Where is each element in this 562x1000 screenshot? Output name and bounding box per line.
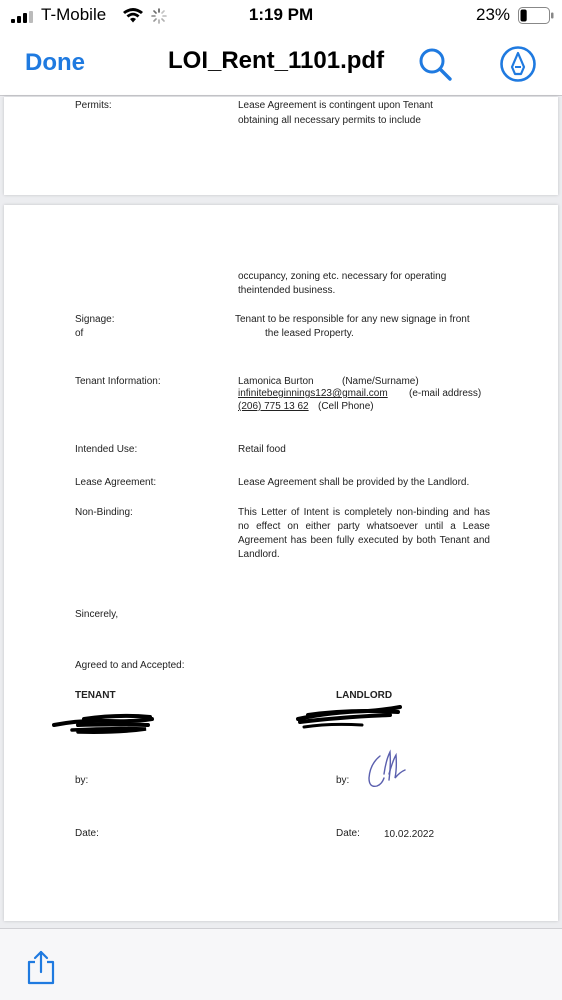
share-icon[interactable] bbox=[26, 949, 56, 985]
lease-agreement-label: Lease Agreement: bbox=[75, 477, 157, 488]
sincerely-text: Sincerely, bbox=[75, 609, 119, 620]
carrier-name: T-Mobile bbox=[41, 5, 107, 24]
tenant-name-note: (Name/Surname) bbox=[342, 376, 419, 387]
tenant-date-label: Date: bbox=[75, 828, 99, 839]
nav-bar bbox=[0, 32, 562, 96]
lease-agreement-value: Lease Agreement shall be provided by the Landlord. bbox=[238, 477, 470, 488]
markup-pen-icon[interactable] bbox=[499, 45, 537, 83]
clock: 1:19 PM bbox=[248, 5, 314, 24]
done-button[interactable]: Done bbox=[25, 49, 85, 76]
tenant-name: Lamonica Burton bbox=[238, 376, 314, 387]
signage-line-2: the leased Property. bbox=[265, 328, 354, 339]
signage-label: Signage: bbox=[75, 314, 115, 325]
landlord-by-label: by: bbox=[336, 775, 350, 786]
tenant-info-label: Tenant Information: bbox=[75, 376, 161, 387]
bottom-toolbar bbox=[0, 928, 562, 1000]
battery-icon bbox=[518, 7, 554, 24]
permits-continued-line-1: occupancy, zoning etc. necessary for operating bbox=[238, 271, 447, 282]
intended-use-label: Intended Use: bbox=[75, 444, 138, 455]
landlord-redaction-mark bbox=[290, 703, 406, 733]
landlord-signature-drawing bbox=[364, 746, 410, 792]
permits-label: Permits: bbox=[75, 100, 112, 111]
permits-continued-line-2: theintended business. bbox=[238, 285, 336, 296]
tenant-email-link[interactable]: infinitebeginnings123@gmail.com bbox=[238, 388, 388, 399]
non-binding-value: This Letter of Intent is completely non-binding and has no effect on either party whatsoever until a Lease Agreement has been fully executed by both Tenant and Landlord. bbox=[238, 507, 490, 560]
signage-line-1: Tenant to be responsible for any new signage in front bbox=[235, 314, 470, 325]
battery-percent: 23% bbox=[476, 5, 511, 24]
intended-use-value: Retail food bbox=[238, 444, 286, 455]
tenant-heading: TENANT bbox=[75, 690, 116, 701]
permits-line-2: obtaining all necessary permits to include bbox=[238, 115, 421, 126]
permits-line-1: Lease Agreement is contingent upon Tenant bbox=[238, 100, 433, 111]
agreed-text: Agreed to and Accepted: bbox=[75, 660, 185, 671]
landlord-date-label: Date: bbox=[336, 828, 360, 839]
search-icon[interactable] bbox=[417, 46, 453, 82]
tenant-phone-link[interactable]: (206) 775 13 62 bbox=[238, 401, 309, 412]
tenant-phone-note: (Cell Phone) bbox=[318, 401, 374, 412]
tenant-redaction-mark bbox=[48, 711, 158, 735]
signage-label-of: of bbox=[75, 328, 84, 339]
landlord-date-value: 10.02.2022 bbox=[384, 829, 435, 840]
status-bar bbox=[0, 0, 562, 32]
pdf-page-2 bbox=[4, 205, 558, 921]
document-title: LOI_Rent_1101.pdf bbox=[168, 47, 385, 74]
tenant-email-note: (e-mail address) bbox=[409, 388, 482, 399]
landlord-heading: LANDLORD bbox=[336, 690, 393, 701]
pdf-page-1 bbox=[4, 97, 558, 195]
non-binding-label: Non-Binding: bbox=[75, 507, 133, 518]
tenant-by-label: by: bbox=[75, 775, 89, 786]
